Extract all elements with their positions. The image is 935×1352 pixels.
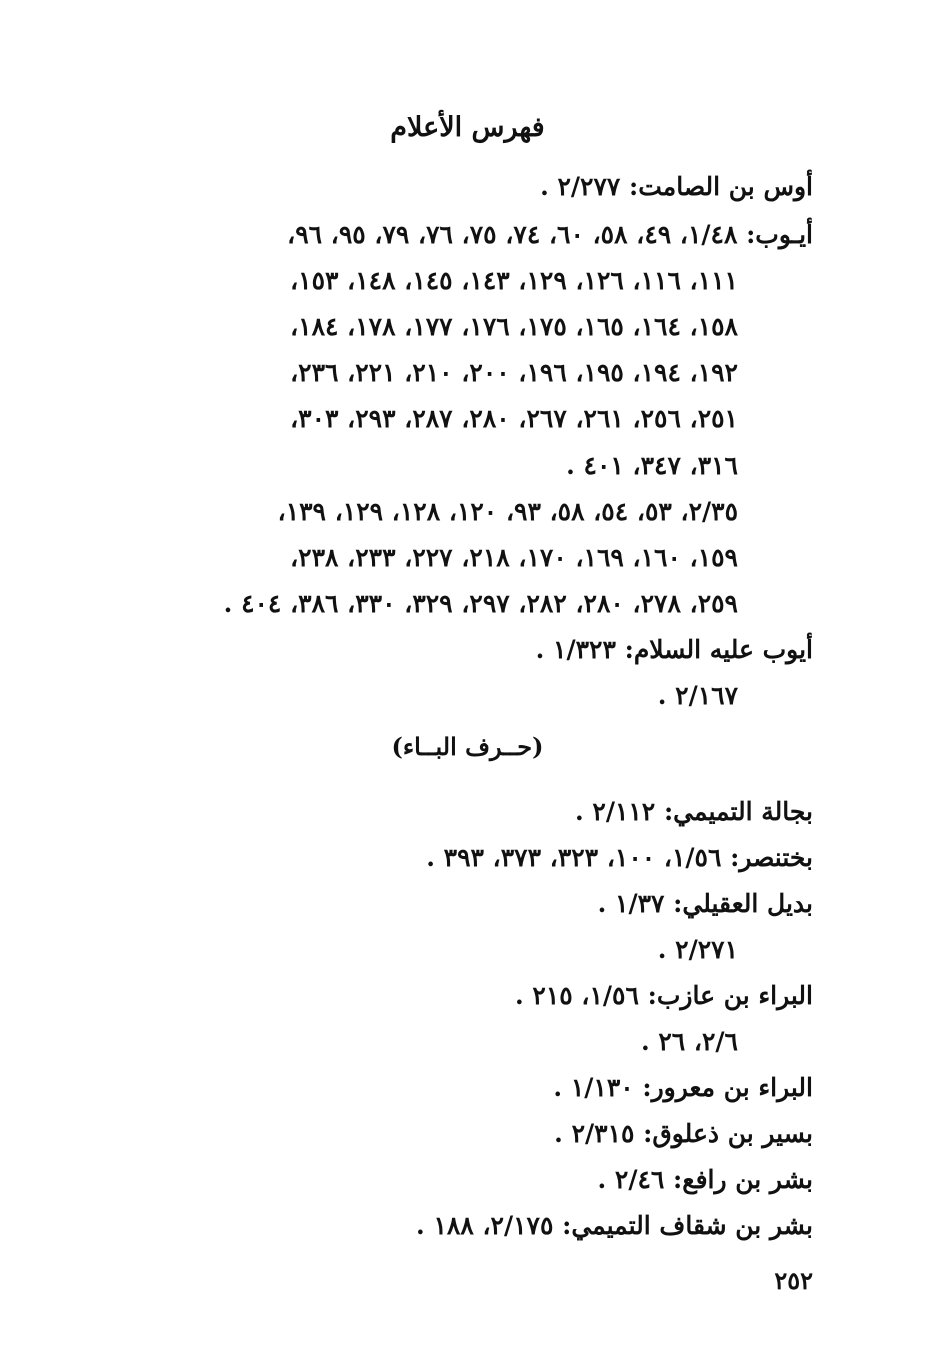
entry-busayr-bin-dhaluq: بسير بن ذعلوق: ٢/٣١٥ . (554, 1119, 813, 1148)
entry-ayyub-alayhi-al-salam: أيوب عليه السلام: ١/٣٢٣ . (535, 635, 813, 664)
entry-ayyub-continuation: ١٩٢، ١٩٤، ١٩٥، ١٩٦، ٢٠٠، ٢١٠، ٢٢١، ٢٣٦، (290, 358, 738, 387)
entry-bukhtunassar: بختنصر: ١/٥٦، ١٠٠، ٣٢٣، ٣٧٣، ٣٩٣ . (426, 843, 813, 872)
entry-al-bara-bin-marur: البراء بن معرور: ١/١٣٠ . (553, 1073, 813, 1102)
entry-ayyub-continuation: ٢٥١، ٢٥٦، ٢٦١، ٢٦٧، ٢٨٠، ٢٨٧، ٢٩٣، ٣٠٣، (290, 404, 738, 433)
entry-ayyub-continuation: ٣١٦، ٣٤٧، ٤٠١ . (566, 451, 738, 480)
entry-ayyub: أيـوب: ١/٤٨، ٤٩، ٥٨، ٦٠، ٧٤، ٧٥، ٧٦، ٧٩، ٩٥، ٩٦، (287, 220, 813, 249)
page-number: ٢٥٢ (774, 1266, 813, 1295)
page-title: فهرس الأعلام (390, 112, 545, 143)
entry-budayl-al-uqayli-volume-2: ٢/٢٧١ . (657, 935, 738, 964)
entry-ayyub-continuation: ٢٥٩، ٢٧٨، ٢٨٠، ٢٨٢، ٢٩٧، ٣٢٩، ٣٣٠، ٣٨٦، ٤٠٤ . (223, 589, 738, 618)
entry-ayyub-continuation: ١٥٩، ١٦٠، ١٦٩، ١٧٠، ٢١٨، ٢٢٧، ٢٣٣، ٢٣٨، (290, 543, 738, 572)
entry-ayyub-alayhi-al-salam-volume-2: ٢/١٦٧ . (657, 681, 738, 710)
entry-bishr-bin-shaqaf-al-tamimi: بشر بن شقاف التميمي: ٢/١٧٥، ١٨٨ . (416, 1211, 813, 1240)
entry-ayyub-continuation: ١١١، ١١٦، ١٢٦، ١٢٩، ١٤٣، ١٤٥، ١٤٨، ١٥٣، (290, 266, 738, 295)
entry-budayl-al-uqayli: بديل العقيلي: ١/٣٧ . (597, 889, 813, 918)
entry-ayyub-continuation: ١٥٨، ١٦٤، ١٦٥، ١٧٥، ١٧٦، ١٧٧، ١٧٨، ١٨٤، (290, 312, 738, 341)
entry-al-bara-bin-azib: البراء بن عازب: ١/٥٦، ٢١٥ . (515, 981, 813, 1010)
entry-bishr-bin-rafi: بشر بن رافع: ٢/٤٦ . (597, 1165, 813, 1194)
section-heading-ba: (حــرف البــاء) (391, 732, 544, 761)
entry-bujala-al-tamimi: بجالة التميمي: ٢/١١٢ . (574, 797, 813, 826)
entry-al-bara-bin-azib-volume-2: ٢/٦، ٢٦ . (640, 1027, 738, 1056)
entry-aws-bin-al-samit: أوس بن الصامت: ٢/٢٧٧ . (540, 172, 813, 201)
entry-ayyub-volume-2: ٢/٣٥، ٥٣، ٥٤، ٥٨، ٩٣، ١٢٠، ١٢٨، ١٢٩، ١٣٩، (277, 497, 738, 526)
